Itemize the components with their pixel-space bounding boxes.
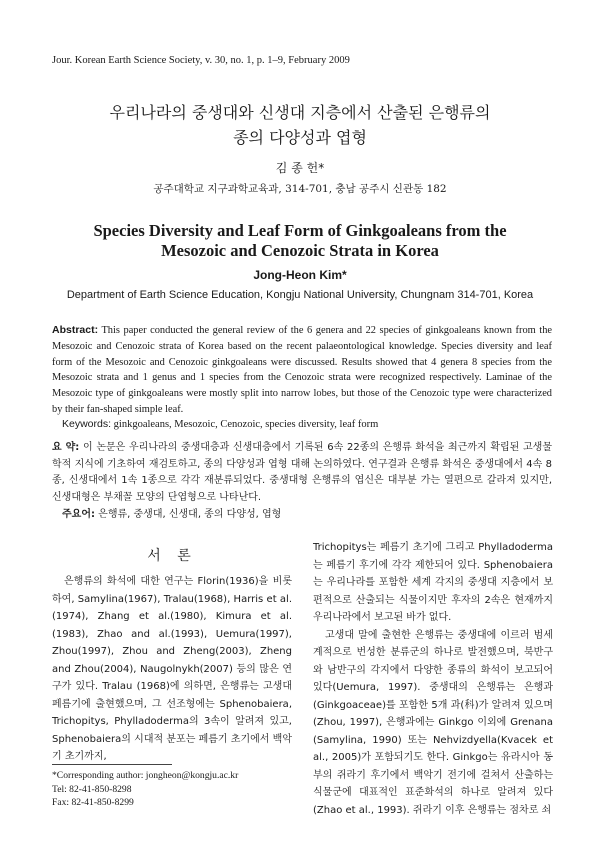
korean-title-line2: 종의 다양성과 엽형 bbox=[233, 128, 367, 147]
korean-abstract-label: 요 약: bbox=[52, 442, 80, 453]
korean-author: 김 종 헌* bbox=[275, 161, 325, 175]
footnote-corresponding: *Corresponding author: jongheon@kongju.ac.kr bbox=[52, 770, 239, 781]
left-column bbox=[52, 573, 292, 766]
korean-abstract-text: 이 논문은 우리나라의 중생대층과 신생대층에서 기록된 6속 22종의 은행류 화석을 최근까지 확립된 고생물학적 지식에 기초하여 재검토하고, 종의 다양성과 엽형 대해 논의하였다. 연구결과 은행류 화석은 중생대에서 4속 8종, 신생대에서 1속 1종으로 각각 재분류되었다. 중생대형 은행류의 엽신은 대부분 가는 열편으로 갈라져 있지만, 신생대형은 부채꼴 모양의 단엽형으로 나타난다. bbox=[52, 442, 552, 503]
footnote-fax: Fax: 82-41-850-8299 bbox=[52, 797, 134, 808]
keywords-label: Keywords: bbox=[62, 418, 112, 430]
english-affiliation: Department of Earth Science Education, Kongju National University, Chungnam 314-701, Korea bbox=[66, 289, 534, 301]
abstract bbox=[52, 323, 552, 418]
section-heading-introduction: 서 론 bbox=[147, 548, 197, 564]
right-paragraph-2: 고생대 말에 출현한 은행류는 중생대에 이르러 범세계적으로 번성한 분류군의 하나로 발전했으며, 북반구와 남반구의 각지에서 다양한 종류의 화석이 보고되어 있다(Uemura, 1997). 중생대의 은행류는 은행과(Ginkgoaceae)를 포함한 5개 과(科)가 알려져 있으며(Zhou, 1997), 은행과에는 Ginkgo 이외에 Grenana (Samylina, 1990) 또는 Nehvizdyella(Kvacek et al., 2005)가 포함되기도 한다. Ginkgo는 유라시아 동부의 쥐라기 후기에서 백악기 전기에 걸쳐서 산출하는 식물군에 대표적인 표준화석의 하나로 알려져 있다 (Zhao et al., 1993). 쥐라기 이후 은행류는 점차로 쇠 bbox=[313, 629, 553, 816]
right-column bbox=[313, 539, 553, 819]
korean-title-line1: 우리나라의 중생대와 신생대 지층에서 산출된 은행류의 bbox=[109, 103, 491, 122]
korean-abstract bbox=[52, 440, 552, 506]
abstract-label: Abstract: bbox=[52, 324, 99, 336]
left-paragraph-1: 은행류의 화석에 대한 연구는 Florin(1936)을 비롯하여, Samylina(1967), Tralau(1968), Harris et al. (1974), Zhang et al.(1980), Kimura et al.(1983), Zhao and al.(1993), Uemura(1997), Zhou(1997), Zhou and Zheng(2003), Zheng and Zhou(2004), Naugolnykh(2007) 등의 많은 연구가 있다. Tralau (1968)에 의하면, 은행류는 고생대 페름기에 출현했으며, 그 선조형에는 Sphenobaiera, Trichopitys, Phylladoderma의 3속이 알려져 있고, Sphenobaiera의 시대적 분포는 페름기 초기에서 백악기 초기까지, bbox=[52, 576, 292, 762]
korean-keywords bbox=[62, 505, 552, 520]
right-paragraph-1: Trichopitys는 페름기 초기에 그리고 Phylladoderma는 페름기 후기에 각각 제한되어 있다. Sphenobaiera는 우리나라를 포함한 세계 각지의 중생대 지층에서 보편적으로 산출되는 식물이지만 후자의 2속은 현재까지 우리나라에서 보고된 바가 없다. bbox=[313, 542, 553, 623]
footnote-tel: Tel: 82-41-850-8298 bbox=[52, 783, 132, 795]
english-title-line2: Mesozoic and Cenozoic Strata in Korea bbox=[161, 241, 439, 260]
footnote bbox=[52, 769, 292, 810]
korean-keywords-label: 주요어: bbox=[62, 509, 95, 520]
keywords-text: ginkgoaleans, Mesozoic, Cenozoic, species diversity, leaf form bbox=[111, 419, 379, 430]
english-title-line1: Species Diversity and Leaf Form of Ginkgoaleans from the bbox=[93, 221, 507, 240]
keywords bbox=[62, 418, 552, 430]
english-author: Jong-Heon Kim* bbox=[253, 268, 347, 282]
korean-affiliation: 공주대학교 지구과학교육과, 314-701, 충남 공주시 신관동 182 bbox=[153, 183, 447, 195]
journal-citation: Jour. Korean Earth Science Society, v. 30, no. 1, p. 1–9, February 2009 bbox=[52, 55, 350, 66]
korean-keywords-text: 은행류, 중생대, 신생대, 종의 다양성, 엽형 bbox=[94, 509, 282, 520]
footnote-divider bbox=[52, 764, 172, 765]
abstract-text: This paper conducted the general review of the 6 genera and 22 species of ginkgoaleans known from the Mesozoic and Cenozoic strata of Korea based on the recent palaeontological knowledge. Species diversity and leaf form of the Mesozoic and Cenozoic ginkgoaleans were discussed. Results showed that 4 genera 8 species from the Mesozoic strata and 1 genus and 1 species from the Cenozoic strata were recognized respectively. Laminae of the Mesozoic type of ginkgoaleans were mostly split into narrow lobes, but those of the Cenozoic type were characterized by their fan-shaped simple leaf. bbox=[52, 325, 552, 415]
